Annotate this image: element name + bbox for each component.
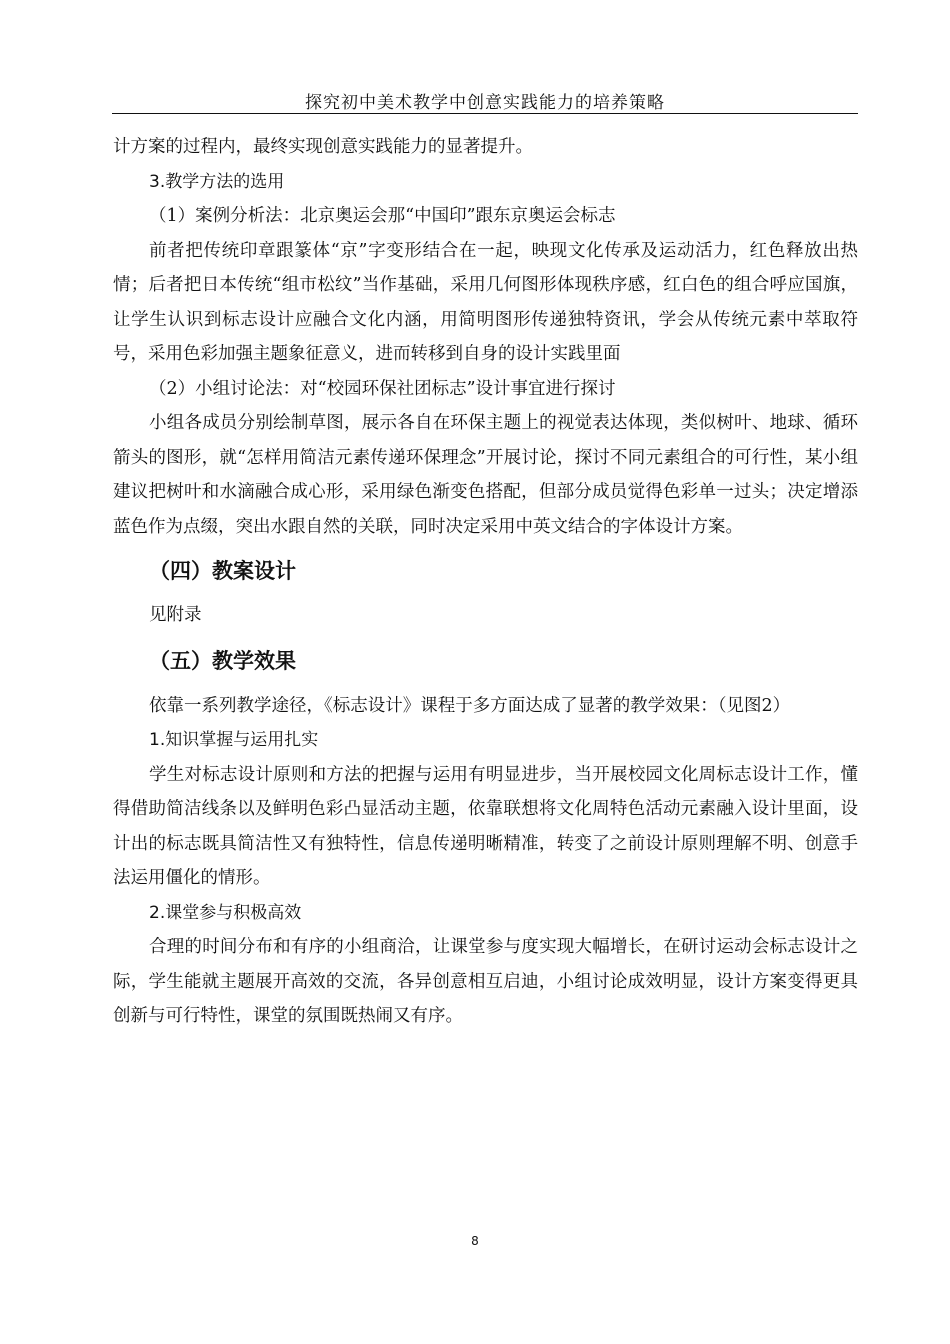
section-heading-teaching-effect: （五）教学效果 (149, 648, 296, 673)
item-case-analysis: （1）案例分析法：北京奥运会那“中国印”跟东京奥运会标志 (149, 206, 616, 226)
paragraph-teaching-effect: 依靠一系列教学途径，《标志设计》课程于多方面达成了显著的教学效果：（见图2） (149, 695, 791, 716)
running-header: 探究初中美术教学中创意实践能力的培养策略 (305, 93, 665, 113)
subheading-teaching-methods: 3.教学方法的选用 (149, 171, 285, 192)
paragraph-appendix: 见附录 (149, 605, 202, 625)
item-group-discussion: （2）小组讨论法：对“校园环保社团标志”设计事宜进行探讨 (149, 378, 616, 399)
page-number: 8 (471, 1234, 479, 1248)
paragraph-case-analysis: 前者把传统印章跟篆体“京”字变形结合在一起，映现文化传承及运动活力，红色释放出热情；后者把日本传统“组市松纹”当作基础，采用几何图形体现秩序感，红白色的组合呼应国旗，让学生认识到标志设计应融合文化内涵，用简明图形传递独特资讯，学会从传统元素中萃取符号，采用色彩加强主题象征意义，进而转移到自身的设计实践里面 (113, 240, 858, 364)
subheading-knowledge: 1.知识掌握与运用扎实 (149, 730, 319, 750)
section-heading-lesson-plan: （四）教案设计 (149, 559, 296, 583)
header-rule (112, 113, 858, 114)
paragraph-knowledge: 学生对标志设计原则和方法的把握与运用有明显进步，当开展校园文化周标志设计工作，懂得借助简洁线条以及鲜明色彩凸显活动主题，依靠联想将文化周特色活动元素融入设计里面，设计出的标志既具简洁性又有独特性，信息传递明晰精准，转变了之前设计原则理解不明、创意手法运用僵化的情形。 (113, 764, 858, 888)
paragraph-group-discussion: 小组各成员分别绘制草图，展示各自在环保主题上的视觉表达体现，类似树叶、地球、循环箭头的图形，就“怎样用简洁元素传递环保理念”开展讨论，探讨不同元素组合的可行性，某小组建议把树叶和水滴融合成心形，采用绿色渐变色搭配，但部分成员觉得色彩单一过头；决定增添蓝色作为点缀，突出水跟自然的关联，同时决定采用中英文结合的字体设计方案。 (113, 413, 858, 537)
page-body (113, 130, 858, 1034)
subheading-participation: 2.课堂参与积极高效 (149, 902, 302, 923)
paragraph-continued: 计方案的过程内，最终实现创意实践能力的显著提升。 (113, 137, 533, 157)
paragraph-participation: 合理的时间分布和有序的小组商洽，让课堂参与度实现大幅增长，在研讨运动会标志设计之际，学生能就主题展开高效的交流，各异创意相互启迪，小组讨论成效明显，设计方案变得更具创新与可行特性，课堂的氛围既热闹又有序。 (113, 937, 858, 1026)
